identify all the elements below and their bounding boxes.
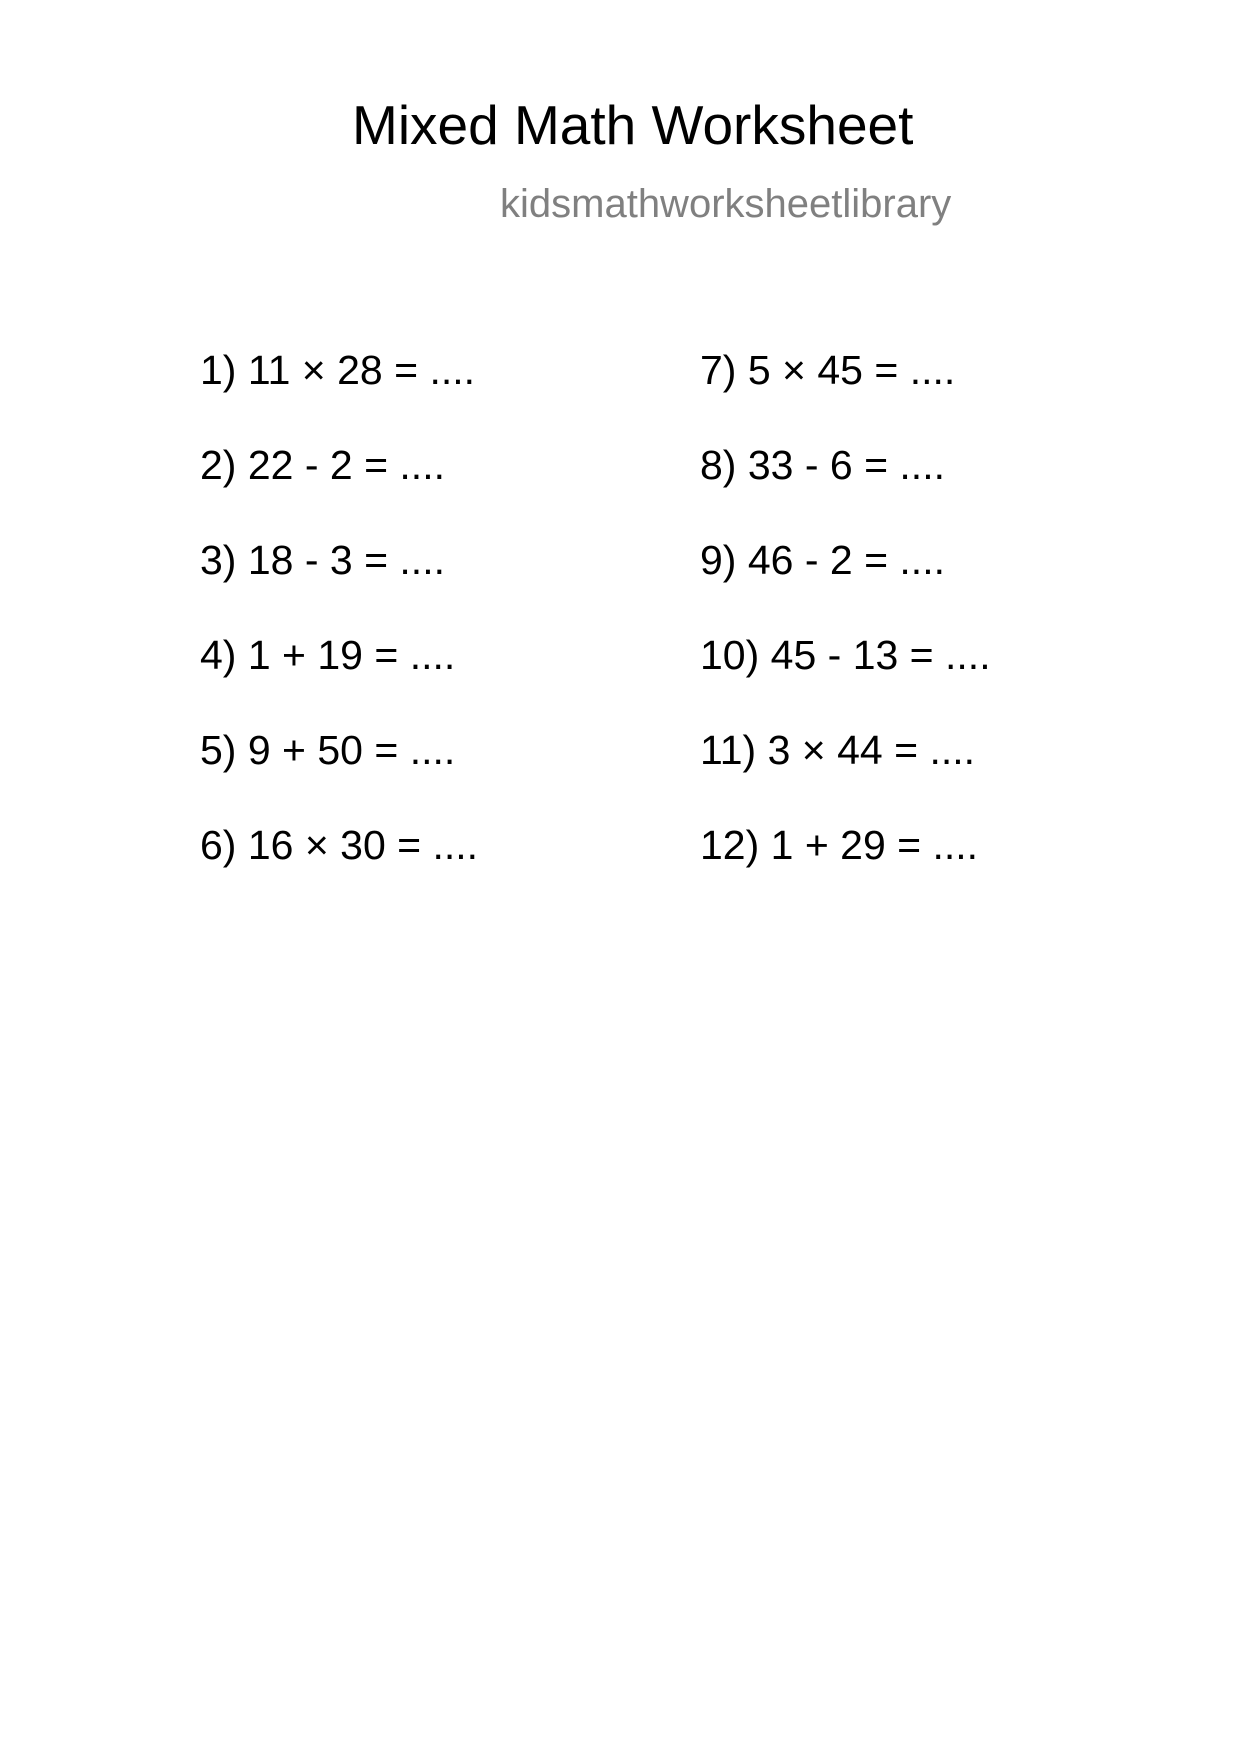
problem-3: 3) 18 - 3 = .... [200,537,445,583]
problem-12: 12) 1 + 29 = .... [700,822,979,868]
problem-column-left [200,347,479,920]
problem-10: 10) 45 - 13 = .... [700,632,991,678]
problem-2: 2) 22 - 2 = .... [200,442,445,488]
problem-4: 4) 1 + 19 = .... [200,632,456,678]
problem-column-right [700,347,991,920]
problem-6: 6) 16 × 30 = .... [200,822,479,868]
worksheet-source: kidsmathworksheetlibrary [500,182,952,226]
problem-8: 8) 33 - 6 = .... [700,442,945,488]
problem-7: 7) 5 × 45 = .... [700,347,956,393]
problem-5: 5) 9 + 50 = .... [200,727,456,773]
problem-9: 9) 46 - 2 = .... [700,537,945,583]
problem-11: 11) 3 × 44 = .... [700,727,976,773]
worksheet-title-text: Mixed Math Worksheet [352,94,914,156]
problem-1: 1) 11 × 28 = .... [200,347,476,393]
